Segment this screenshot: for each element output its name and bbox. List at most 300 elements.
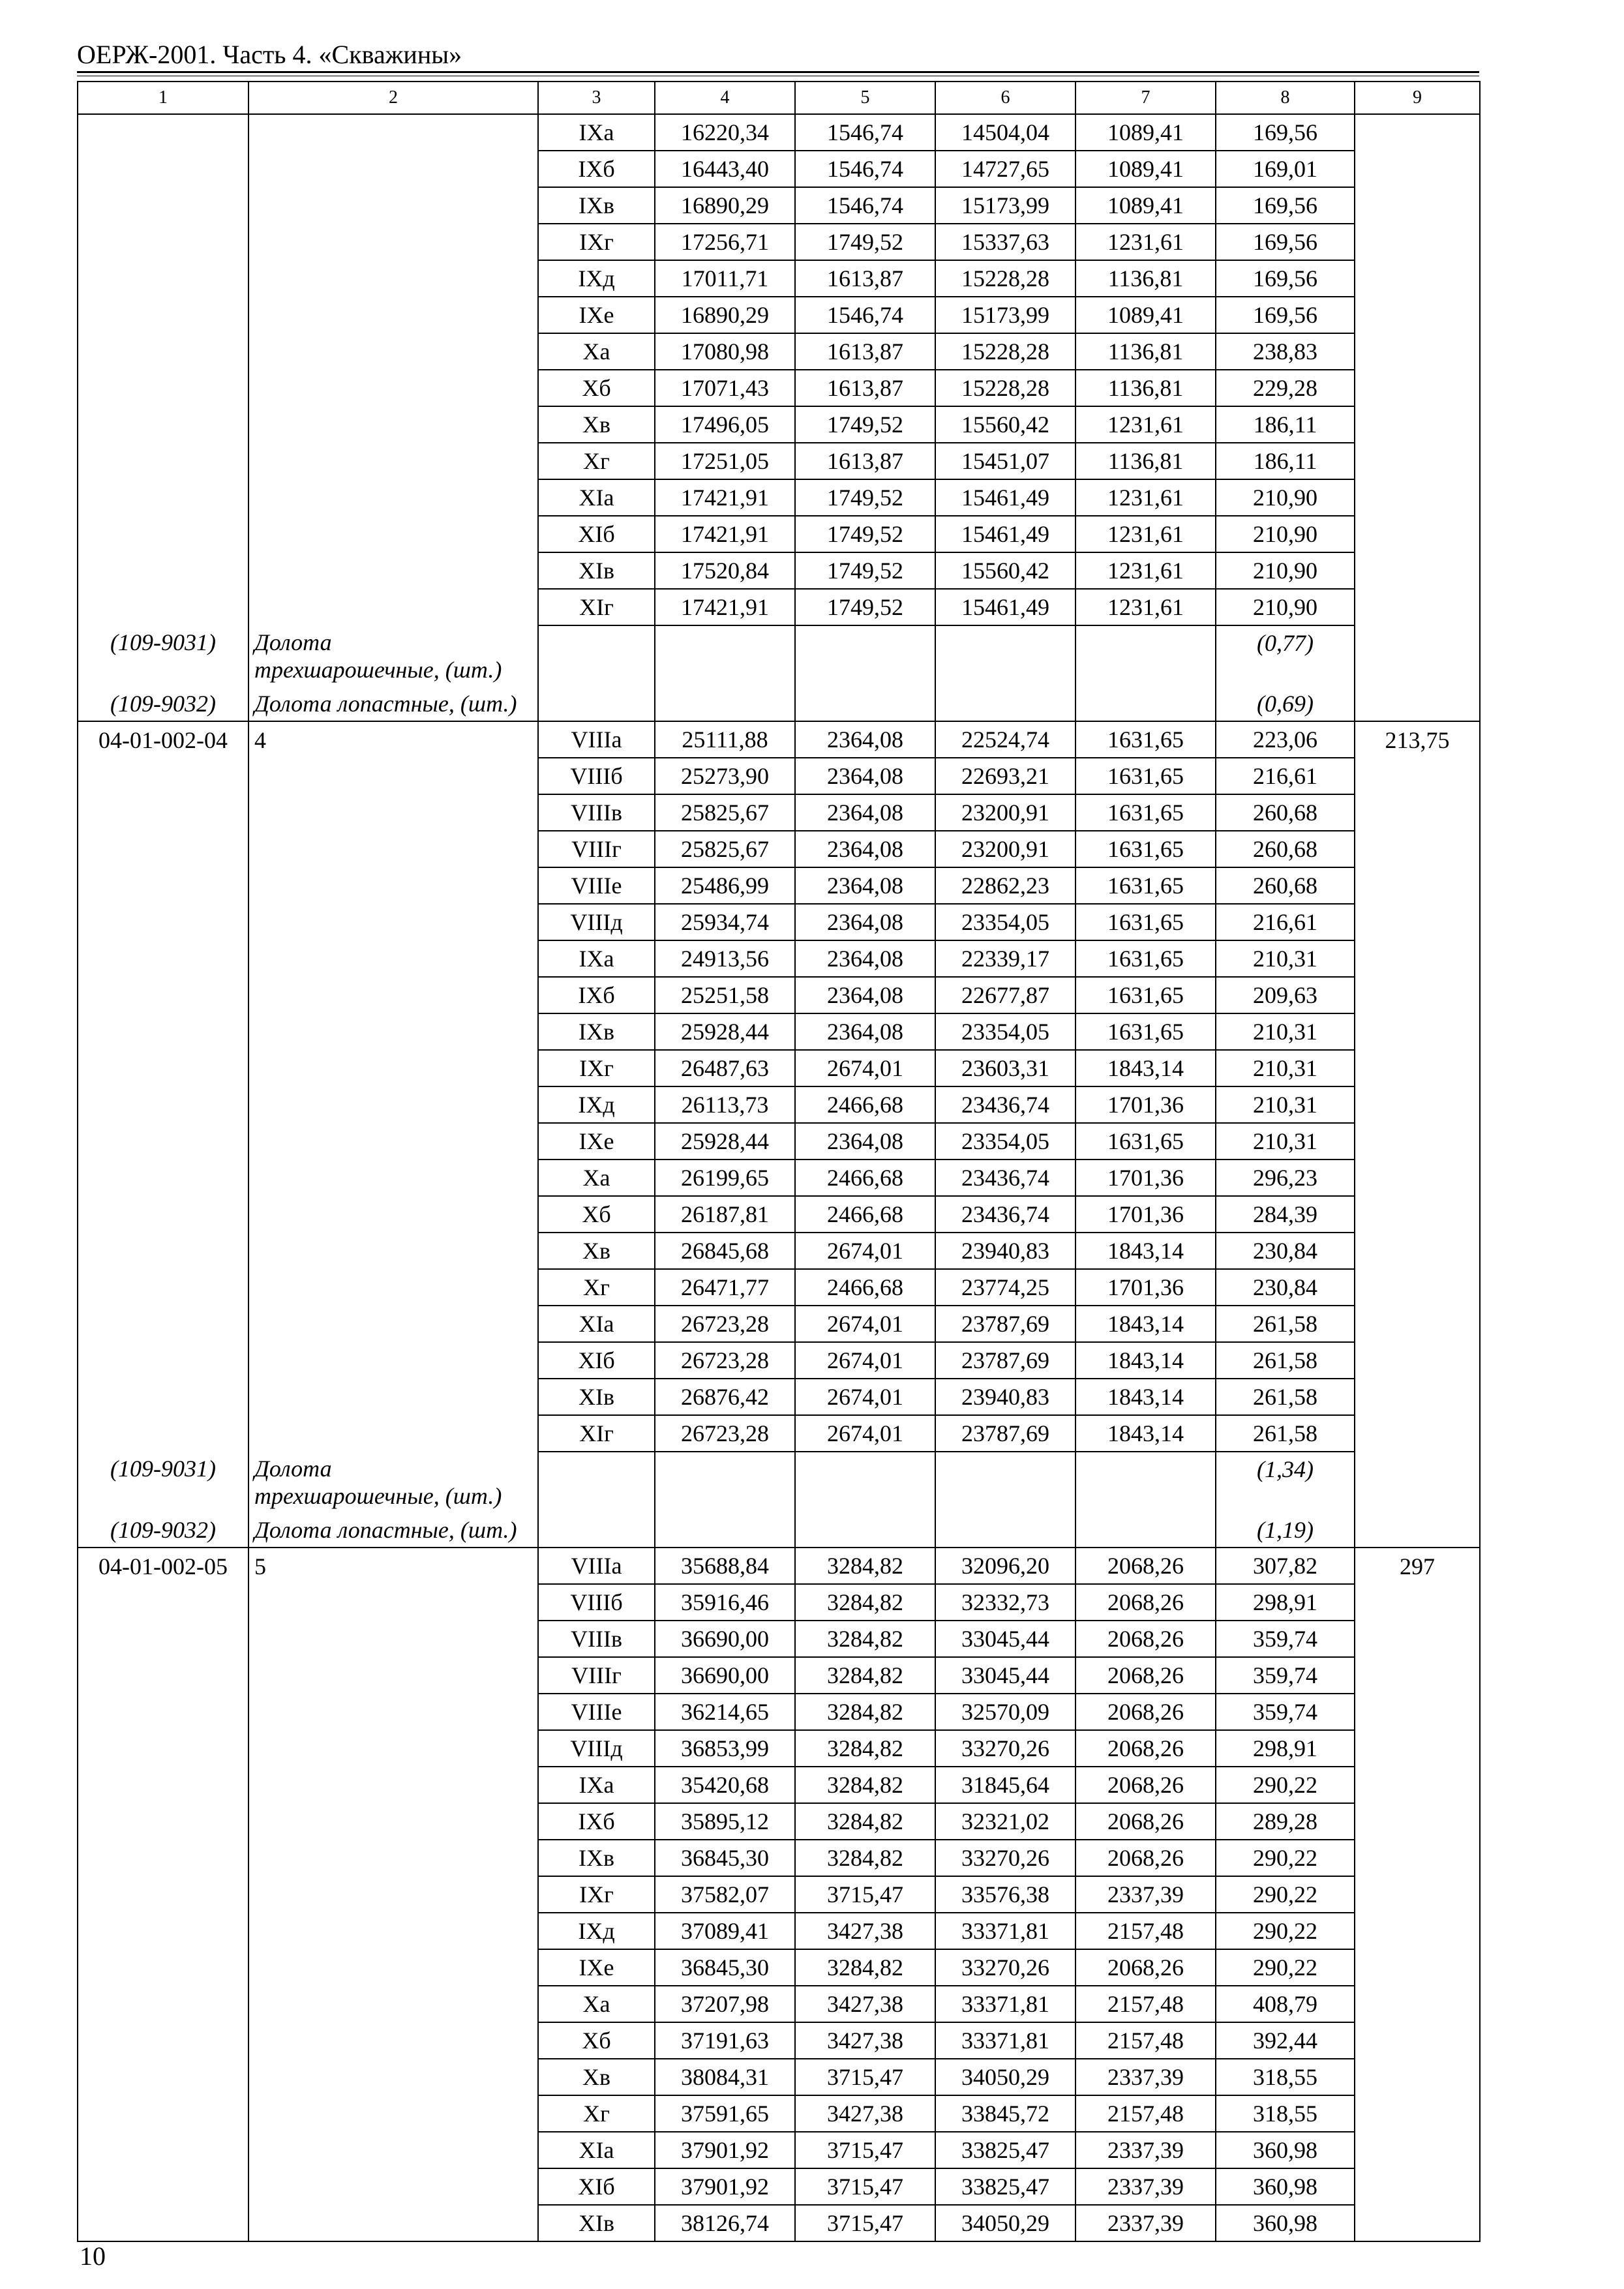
cell-col-4: 17421,91 <box>655 589 795 625</box>
cell-col-8: 210,90 <box>1216 589 1355 625</box>
cell-col-9 <box>1355 479 1480 516</box>
table-row <box>78 516 1480 552</box>
cell-col-9 <box>1355 1159 1480 1196</box>
price-table <box>77 81 1481 2242</box>
resource-name <box>248 687 538 721</box>
table-row <box>78 1159 1480 1196</box>
cell-col-1 <box>78 1269 248 1306</box>
cell-col-8: 260,68 <box>1216 831 1355 867</box>
resource-name-line: Долота лопастные, (шт.) <box>254 1517 517 1543</box>
cell-col-3: IXб <box>538 977 655 1013</box>
cell-col-4: 26723,28 <box>655 1306 795 1342</box>
table-row <box>78 1233 1480 1269</box>
column-number: 6 <box>935 82 1075 114</box>
cell-col-2 <box>248 1050 538 1086</box>
cell-col-5: 3715,47 <box>795 2132 935 2168</box>
cell-col-8: 318,55 <box>1216 2059 1355 2095</box>
resource-name <box>248 1513 538 1548</box>
cell-col-6: 33371,81 <box>935 2022 1075 2059</box>
cell-col-3: VIIIг <box>538 1657 655 1694</box>
table-row <box>78 904 1480 940</box>
cell-col-6: 23603,31 <box>935 1050 1075 1086</box>
cell-col-5: 1546,74 <box>795 151 935 187</box>
cell-col-2 <box>248 114 538 151</box>
table-row <box>78 552 1480 589</box>
cell-col-8: 169,56 <box>1216 187 1355 224</box>
cell-col-9 <box>1355 2168 1480 2205</box>
cell-col-2 <box>248 1913 538 1949</box>
cell-col-3: IXг <box>538 224 655 260</box>
cell-col-8: 169,56 <box>1216 297 1355 333</box>
cell-col-5: 2674,01 <box>795 1379 935 1415</box>
cell-col-2 <box>248 2132 538 2168</box>
cell-col-9 <box>1355 2059 1480 2095</box>
table-row <box>78 867 1480 904</box>
cell-col-3: XIг <box>538 1415 655 1452</box>
cell-col-7 <box>1075 687 1216 721</box>
cell-col-9 <box>1355 1452 1480 1513</box>
cell-col-4: 36690,00 <box>655 1621 795 1657</box>
cell-col-6: 23940,83 <box>935 1379 1075 1415</box>
cell-col-4: 25273,90 <box>655 758 795 794</box>
cell-col-1 <box>78 2095 248 2132</box>
cell-col-7: 2337,39 <box>1075 1876 1216 1913</box>
resource-row <box>78 1513 1480 1548</box>
cell-col-4: 25825,67 <box>655 794 795 831</box>
cell-col-1 <box>78 1415 248 1452</box>
cell-col-7: 1089,41 <box>1075 297 1216 333</box>
table-row <box>78 758 1480 794</box>
cell-col-8: 229,28 <box>1216 370 1355 406</box>
cell-col-8: 359,74 <box>1216 1621 1355 1657</box>
cell-col-2 <box>248 1159 538 1196</box>
table-row <box>78 1123 1480 1159</box>
cell-col-1 <box>78 589 248 625</box>
table-row <box>78 1730 1480 1767</box>
cell-col-7: 1701,36 <box>1075 1086 1216 1123</box>
cell-col-7: 2068,26 <box>1075 1584 1216 1621</box>
cell-col-9 <box>1355 552 1480 589</box>
cell-col-2 <box>248 1379 538 1415</box>
cell-col-8: 307,82 <box>1216 1548 1355 1584</box>
table-row <box>78 977 1480 1013</box>
cell-col-8: 209,63 <box>1216 977 1355 1013</box>
cell-col-3: IXе <box>538 1123 655 1159</box>
cell-col-1 <box>78 1986 248 2022</box>
table-row <box>78 1548 1480 1584</box>
cell-col-8: 392,44 <box>1216 2022 1355 2059</box>
resource-row <box>78 625 1480 687</box>
cell-col-5: 2364,08 <box>795 904 935 940</box>
table-row <box>78 2095 1480 2132</box>
cell-col-9 <box>1355 1050 1480 1086</box>
cell-col-8: 260,68 <box>1216 794 1355 831</box>
cell-col-1 <box>78 1159 248 1196</box>
cell-col-2 <box>248 2095 538 2132</box>
cell-col-1 <box>78 224 248 260</box>
cell-col-8: 290,22 <box>1216 1913 1355 1949</box>
cell-col-3: IXв <box>538 1840 655 1876</box>
cell-col-3: XIа <box>538 479 655 516</box>
cell-col-3: Xб <box>538 370 655 406</box>
cell-col-2 <box>248 1694 538 1730</box>
cell-col-7: 1631,65 <box>1075 794 1216 831</box>
cell-col-4: 37901,92 <box>655 2168 795 2205</box>
cell-col-5 <box>795 1452 935 1513</box>
cell-col-3: XIв <box>538 552 655 589</box>
cell-col-1 <box>78 940 248 977</box>
cell-col-9 <box>1355 406 1480 443</box>
cell-col-7: 2337,39 <box>1075 2168 1216 2205</box>
cell-col-7: 1089,41 <box>1075 114 1216 151</box>
cell-col-6: 22677,87 <box>935 977 1075 1013</box>
table-row <box>78 1196 1480 1233</box>
cell-col-4: 24913,56 <box>655 940 795 977</box>
cell-col-4: 17080,98 <box>655 333 795 370</box>
cell-col-6: 22339,17 <box>935 940 1075 977</box>
cell-col-1: 04-01-002-05 <box>78 1548 248 1584</box>
cell-col-3: Xа <box>538 1159 655 1196</box>
cell-col-9 <box>1355 1840 1480 1876</box>
cell-col-6: 23354,05 <box>935 1013 1075 1050</box>
cell-col-4: 26845,68 <box>655 1233 795 1269</box>
cell-col-3: IXв <box>538 187 655 224</box>
cell-col-3: Xб <box>538 2022 655 2059</box>
cell-col-5: 2364,08 <box>795 794 935 831</box>
table-row <box>78 479 1480 516</box>
cell-col-9 <box>1355 977 1480 1013</box>
table-row <box>78 406 1480 443</box>
cell-col-3: XIб <box>538 516 655 552</box>
cell-col-1 <box>78 1913 248 1949</box>
resource-name <box>248 625 538 687</box>
cell-col-1 <box>78 1233 248 1269</box>
cell-col-4: 37191,63 <box>655 2022 795 2059</box>
cell-col-3: Xв <box>538 2059 655 2095</box>
cell-col-9 <box>1355 370 1480 406</box>
cell-col-7: 2068,26 <box>1075 1803 1216 1840</box>
cell-col-6 <box>935 625 1075 687</box>
cell-col-9 <box>1355 1086 1480 1123</box>
table-row <box>78 1621 1480 1657</box>
cell-col-5: 2364,08 <box>795 940 935 977</box>
cell-col-3: IXе <box>538 297 655 333</box>
cell-col-1 <box>78 1767 248 1803</box>
cell-col-9 <box>1355 1513 1480 1548</box>
cell-col-1: 04-01-002-04 <box>78 721 248 758</box>
cell-col-6: 23200,91 <box>935 794 1075 831</box>
cell-col-3: VIIIб <box>538 758 655 794</box>
cell-col-1 <box>78 443 248 479</box>
cell-col-3: VIIIг <box>538 831 655 867</box>
column-number: 9 <box>1355 82 1480 114</box>
cell-col-6: 33576,38 <box>935 1876 1075 1913</box>
cell-col-9 <box>1355 940 1480 977</box>
cell-col-1 <box>78 904 248 940</box>
cell-col-7 <box>1075 625 1216 687</box>
table-row <box>78 114 1480 151</box>
cell-col-7: 1136,81 <box>1075 443 1216 479</box>
cell-col-9 <box>1355 687 1480 721</box>
cell-col-1 <box>78 1840 248 1876</box>
cell-col-2 <box>248 2168 538 2205</box>
cell-col-7: 2157,48 <box>1075 1986 1216 2022</box>
cell-col-9 <box>1355 867 1480 904</box>
cell-col-1 <box>78 1086 248 1123</box>
table-row <box>78 1013 1480 1050</box>
cell-col-4: 36690,00 <box>655 1657 795 1694</box>
resource-value: (0,69) <box>1216 687 1355 721</box>
cell-col-1 <box>78 2168 248 2205</box>
cell-col-8: 210,90 <box>1216 479 1355 516</box>
cell-col-9 <box>1355 2095 1480 2132</box>
cell-col-2: 4 <box>248 721 538 758</box>
cell-col-2 <box>248 1233 538 1269</box>
cell-col-6: 23774,25 <box>935 1269 1075 1306</box>
cell-col-3: IXг <box>538 1876 655 1913</box>
cell-col-5: 2674,01 <box>795 1233 935 1269</box>
cell-col-8: 296,23 <box>1216 1159 1355 1196</box>
resource-row <box>78 687 1480 721</box>
cell-col-4: 35916,46 <box>655 1584 795 1621</box>
table-row <box>78 831 1480 867</box>
table-row <box>78 443 1480 479</box>
cell-col-9: 297 <box>1355 1548 1480 1584</box>
cell-col-4: 17011,71 <box>655 260 795 297</box>
cell-col-5: 3284,82 <box>795 1767 935 1803</box>
cell-col-6: 33825,47 <box>935 2168 1075 2205</box>
cell-col-9 <box>1355 1986 1480 2022</box>
cell-col-7: 2068,26 <box>1075 1621 1216 1657</box>
cell-col-9 <box>1355 2022 1480 2059</box>
cell-col-2 <box>248 1840 538 1876</box>
column-number: 5 <box>795 82 935 114</box>
cell-col-9 <box>1355 758 1480 794</box>
table-row <box>78 1379 1480 1415</box>
cell-col-2 <box>248 904 538 940</box>
cell-col-3: XIг <box>538 589 655 625</box>
cell-col-8: 260,68 <box>1216 867 1355 904</box>
cell-col-2 <box>248 758 538 794</box>
table-row <box>78 2022 1480 2059</box>
cell-col-7: 2157,48 <box>1075 2095 1216 2132</box>
cell-col-6: 33045,44 <box>935 1621 1075 1657</box>
cell-col-2 <box>248 297 538 333</box>
cell-col-6: 15560,42 <box>935 406 1075 443</box>
cell-col-7: 2068,26 <box>1075 1949 1216 1986</box>
cell-col-4: 25928,44 <box>655 1123 795 1159</box>
cell-col-6: 15228,28 <box>935 333 1075 370</box>
cell-col-6: 23200,91 <box>935 831 1075 867</box>
cell-col-5: 2364,08 <box>795 1013 935 1050</box>
cell-col-4: 16220,34 <box>655 114 795 151</box>
cell-col-9 <box>1355 1730 1480 1767</box>
table-row <box>78 1584 1480 1621</box>
table-row <box>78 589 1480 625</box>
cell-col-9 <box>1355 2132 1480 2168</box>
column-number: 7 <box>1075 82 1216 114</box>
cell-col-3: IXа <box>538 1767 655 1803</box>
cell-col-9 <box>1355 1269 1480 1306</box>
cell-col-7: 1843,14 <box>1075 1342 1216 1379</box>
cell-col-2: 5 <box>248 1548 538 1584</box>
cell-col-8: 223,06 <box>1216 721 1355 758</box>
cell-col-3: XIа <box>538 2132 655 2168</box>
cell-col-7: 1843,14 <box>1075 1306 1216 1342</box>
table-row <box>78 1767 1480 1803</box>
cell-col-8: 359,74 <box>1216 1694 1355 1730</box>
cell-col-9 <box>1355 904 1480 940</box>
cell-col-3: Xа <box>538 333 655 370</box>
cell-col-8: 210,31 <box>1216 1013 1355 1050</box>
cell-col-2 <box>248 260 538 297</box>
cell-col-5: 2466,68 <box>795 1086 935 1123</box>
cell-col-6: 33825,47 <box>935 2132 1075 2168</box>
cell-col-8: 169,56 <box>1216 114 1355 151</box>
cell-col-4: 26723,28 <box>655 1342 795 1379</box>
cell-col-6: 15461,49 <box>935 589 1075 625</box>
cell-col-5: 3715,47 <box>795 1876 935 1913</box>
cell-col-2 <box>248 1657 538 1694</box>
cell-col-2 <box>248 1949 538 1986</box>
cell-col-4: 36214,65 <box>655 1694 795 1730</box>
table-row <box>78 1415 1480 1452</box>
cell-col-5: 3284,82 <box>795 1657 935 1694</box>
cell-col-7: 2068,26 <box>1075 1767 1216 1803</box>
cell-col-3: VIIIе <box>538 867 655 904</box>
cell-col-1 <box>78 1342 248 1379</box>
table-row <box>78 940 1480 977</box>
cell-col-1 <box>78 1123 248 1159</box>
cell-col-8: 210,90 <box>1216 552 1355 589</box>
cell-col-7: 1631,65 <box>1075 721 1216 758</box>
resource-name-line: Долота лопастные, (шт.) <box>254 691 517 717</box>
cell-col-9 <box>1355 1306 1480 1342</box>
table-row <box>78 187 1480 224</box>
cell-col-8: 169,01 <box>1216 151 1355 187</box>
table-row <box>78 1803 1480 1840</box>
cell-col-8: 261,58 <box>1216 1415 1355 1452</box>
cell-col-6: 15461,49 <box>935 516 1075 552</box>
cell-col-3 <box>538 687 655 721</box>
cell-col-5: 1749,52 <box>795 224 935 260</box>
cell-col-9 <box>1355 187 1480 224</box>
cell-col-5: 1546,74 <box>795 187 935 224</box>
table-row <box>78 2168 1480 2205</box>
cell-col-1 <box>78 333 248 370</box>
cell-col-3: IXе <box>538 1949 655 1986</box>
cell-col-5: 1749,52 <box>795 479 935 516</box>
table-row <box>78 1949 1480 1986</box>
cell-col-9 <box>1355 1803 1480 1840</box>
cell-col-1 <box>78 1876 248 1913</box>
cell-col-2 <box>248 1415 538 1452</box>
cell-col-5: 2674,01 <box>795 1342 935 1379</box>
cell-col-3: IXб <box>538 151 655 187</box>
cell-col-6: 32096,20 <box>935 1548 1075 1584</box>
cell-col-4: 25111,88 <box>655 721 795 758</box>
cell-col-6: 15337,63 <box>935 224 1075 260</box>
cell-col-5: 2674,01 <box>795 1306 935 1342</box>
cell-col-5: 2364,08 <box>795 758 935 794</box>
title-double-rule <box>77 71 1479 76</box>
cell-col-8: 261,58 <box>1216 1342 1355 1379</box>
cell-col-1 <box>78 1306 248 1342</box>
cell-col-1 <box>78 1196 248 1233</box>
cell-col-1 <box>78 1694 248 1730</box>
resource-row <box>78 1452 1480 1513</box>
cell-col-6: 23787,69 <box>935 1415 1075 1452</box>
cell-col-2 <box>248 977 538 1013</box>
cell-col-2 <box>248 224 538 260</box>
cell-col-1 <box>78 516 248 552</box>
cell-col-4: 36845,30 <box>655 1949 795 1986</box>
cell-col-3: Xв <box>538 406 655 443</box>
cell-col-6 <box>935 1513 1075 1548</box>
cell-col-5: 2674,01 <box>795 1050 935 1086</box>
cell-col-2 <box>248 1013 538 1050</box>
cell-col-9 <box>1355 260 1480 297</box>
cell-col-2 <box>248 406 538 443</box>
cell-col-5: 2674,01 <box>795 1415 935 1452</box>
cell-col-4: 17071,43 <box>655 370 795 406</box>
cell-col-2 <box>248 2022 538 2059</box>
cell-col-8: 408,79 <box>1216 1986 1355 2022</box>
table-row <box>78 1840 1480 1876</box>
resource-code: (109-9031) <box>78 1452 248 1513</box>
cell-col-5: 3284,82 <box>795 1584 935 1621</box>
table-row <box>78 1876 1480 1913</box>
cell-col-8: 186,11 <box>1216 443 1355 479</box>
cell-col-8: 169,56 <box>1216 260 1355 297</box>
cell-col-2 <box>248 516 538 552</box>
cell-col-8: 210,31 <box>1216 940 1355 977</box>
cell-col-5 <box>795 687 935 721</box>
cell-col-1 <box>78 187 248 224</box>
cell-col-1 <box>78 1803 248 1840</box>
cell-col-3: Xв <box>538 1233 655 1269</box>
cell-col-5: 2364,08 <box>795 977 935 1013</box>
cell-col-8: 290,22 <box>1216 1876 1355 1913</box>
cell-col-3: Xа <box>538 1986 655 2022</box>
cell-col-6: 33371,81 <box>935 1913 1075 1949</box>
cell-col-4: 37207,98 <box>655 1986 795 2022</box>
cell-col-2 <box>248 589 538 625</box>
cell-col-7: 1701,36 <box>1075 1159 1216 1196</box>
cell-col-9 <box>1355 1949 1480 1986</box>
cell-col-8: 169,56 <box>1216 224 1355 260</box>
cell-col-1 <box>78 1013 248 1050</box>
cell-col-7: 1089,41 <box>1075 151 1216 187</box>
cell-col-4: 37582,07 <box>655 1876 795 1913</box>
cell-col-4: 38084,31 <box>655 2059 795 2095</box>
cell-col-7: 1631,65 <box>1075 904 1216 940</box>
cell-col-7: 2337,39 <box>1075 2132 1216 2168</box>
cell-col-6: 23436,74 <box>935 1196 1075 1233</box>
cell-col-6 <box>935 687 1075 721</box>
cell-col-4: 26487,63 <box>655 1050 795 1086</box>
cell-col-2 <box>248 1621 538 1657</box>
cell-col-3 <box>538 1513 655 1548</box>
cell-col-6: 15228,28 <box>935 370 1075 406</box>
cell-col-5 <box>795 625 935 687</box>
cell-col-6: 23787,69 <box>935 1306 1075 1342</box>
cell-col-6: 23436,74 <box>935 1159 1075 1196</box>
cell-col-8: 318,55 <box>1216 2095 1355 2132</box>
cell-col-5: 3715,47 <box>795 2059 935 2095</box>
resource-name-line: трехшарошечные, (шт.) <box>254 657 502 683</box>
table-row <box>78 1986 1480 2022</box>
